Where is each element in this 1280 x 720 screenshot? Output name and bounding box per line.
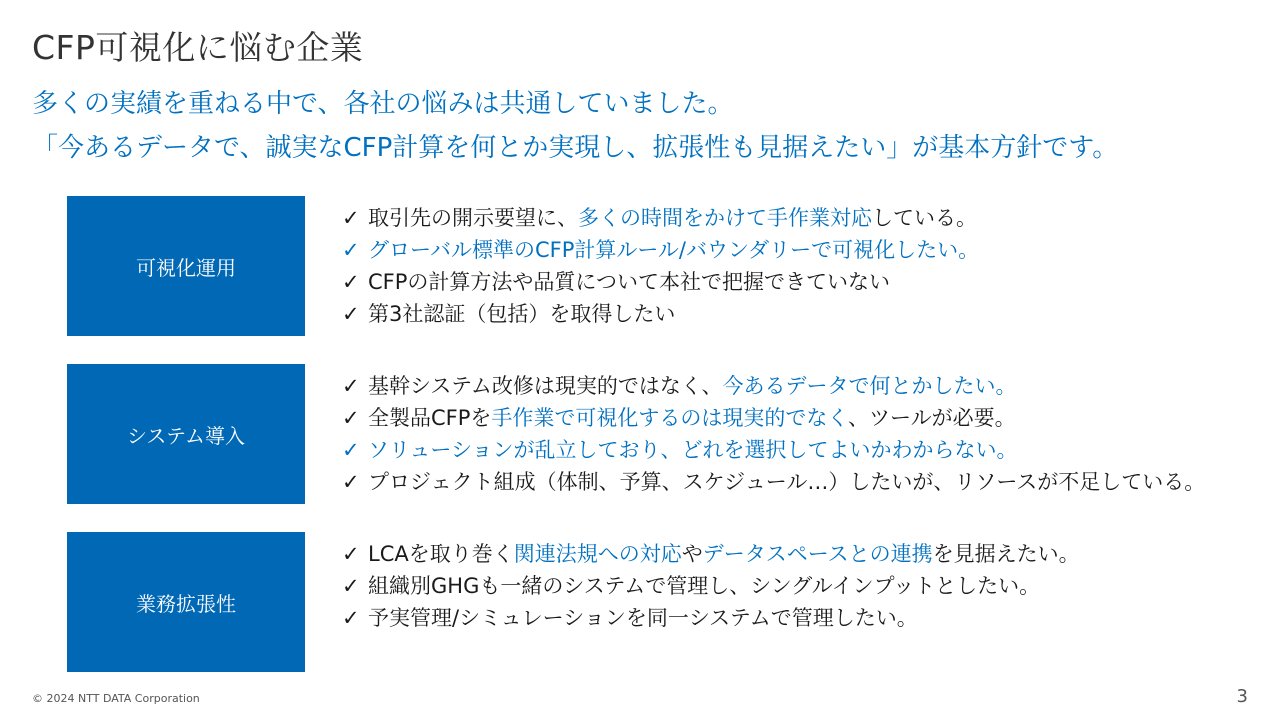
item-text: 第3社認証（包括）を取得したい	[368, 302, 676, 326]
issue-item	[342, 266, 979, 298]
item-text: CFPの計算方法や品質について本社で把握できていない	[368, 270, 890, 294]
issue-item	[342, 234, 979, 266]
check-icon: ✓	[342, 302, 360, 326]
check-icon: ✓	[342, 270, 360, 294]
item-text: 取引先の開示要望に、	[368, 206, 578, 230]
issue-item	[342, 466, 1205, 498]
issue-item	[342, 434, 1205, 466]
check-icon: ✓	[342, 438, 360, 462]
check-icon: ✓	[342, 542, 360, 566]
highlight-text: 今あるデータで何とかしたい。	[722, 374, 1017, 398]
item-text: 基幹システム改修は現実的ではなく、	[368, 374, 723, 398]
check-icon: ✓	[342, 606, 360, 630]
check-icon: ✓	[342, 574, 360, 598]
highlight-text: データスペースとの連携	[702, 542, 933, 566]
item-text: や	[681, 542, 703, 566]
check-icon: ✓	[342, 374, 360, 398]
check-icon: ✓	[342, 206, 360, 230]
issue-item	[342, 602, 1080, 634]
issue-item	[342, 370, 1205, 402]
item-text: 予実管理/シミュレーションを同一システムで管理したい。	[368, 606, 918, 630]
page-number: 3	[1236, 686, 1248, 707]
item-text: プロジェクト組成（体制、予算、スケジュール…）したいが、リソースが不足している。	[368, 470, 1206, 494]
highlight-text: 関連法規への対応	[513, 542, 682, 566]
issue-item	[342, 570, 1080, 602]
item-text: している。	[872, 206, 977, 230]
category-box: 可視化運用	[67, 196, 305, 336]
row-visualization-operation	[67, 196, 1267, 336]
row-business-extensibility	[67, 532, 1267, 672]
highlight-text: 多くの時間をかけて手作業対応	[578, 206, 872, 230]
page-title: CFP可視化に悩む企業	[32, 28, 364, 67]
issue-item	[342, 298, 979, 330]
issue-list	[342, 538, 1080, 634]
row-system-introduction	[67, 364, 1267, 504]
check-icon: ✓	[342, 470, 360, 494]
issue-item	[342, 538, 1080, 570]
issue-item	[342, 202, 979, 234]
item-text: しており、どれを選択してよいかわからない。	[576, 438, 1018, 462]
highlight-text: 手作業で可視化するのは現実的でなく	[491, 406, 848, 430]
issue-list	[342, 370, 1205, 498]
item-text: 組織別GHGも一緒のシステムで管理し、シングルインプットとしたい。	[368, 574, 1041, 598]
item-text: LCAを取り巻く	[368, 542, 514, 566]
item-text: で可視化したい。	[811, 238, 980, 262]
subtitle-line-1: 多くの実績を重ねる中で、各社の悩みは共通していました。	[32, 89, 734, 119]
issue-list	[342, 202, 979, 330]
item-text: 全製品CFPを	[368, 406, 492, 430]
check-icon: ✓	[342, 238, 360, 262]
category-box: システム導入	[67, 364, 305, 504]
highlight-text: ソリューションが乱立	[368, 438, 577, 462]
item-text: を見据えたい。	[932, 542, 1080, 566]
item-text: 、ツールが必要。	[848, 406, 1016, 430]
subtitle-line-2: 「今あるデータで、誠実なCFP計算を何とか実現し、拡張性も見据えたい」が基本方針です。	[32, 133, 1119, 163]
copyright: © 2024 NTT DATA Corporation	[32, 692, 200, 705]
subtitle	[32, 82, 1118, 170]
check-icon: ✓	[342, 406, 360, 430]
category-box: 業務拡張性	[67, 532, 305, 672]
highlight-text: グローバル標準のCFP計算ルール/バウンダリー	[368, 238, 812, 262]
issue-item	[342, 402, 1205, 434]
